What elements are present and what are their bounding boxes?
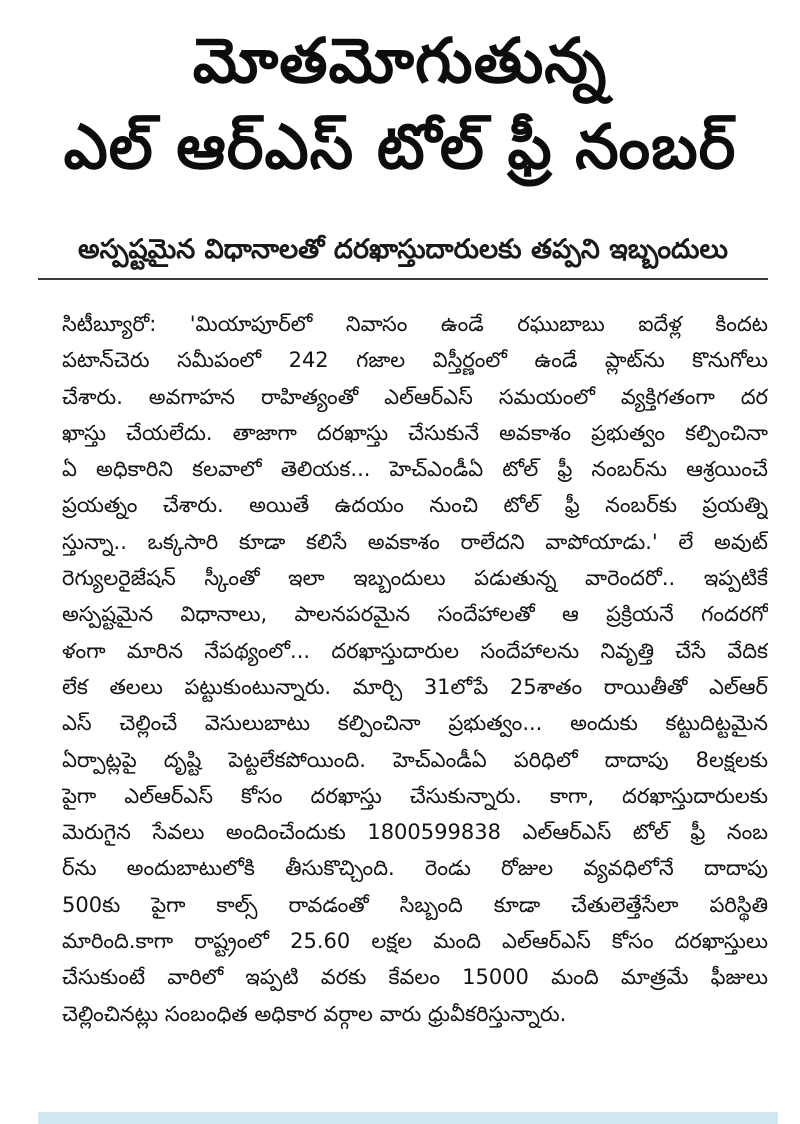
article-line: చేశారు. అవగాహన రాహిత్యంతో ఎల్ఆర్ఎస్ సమయంలో వ్యక్తిగతంగా దర <box>62 384 768 409</box>
headline-line-1: మోతమోగుతున్న <box>192 24 608 97</box>
article-line: ఖాస్తు చేయలేదు. తాజాగా దరఖాస్తు చేసుకునే అవకాశం ప్రభుత్వం కల్పించినా <box>62 420 768 445</box>
article-line: రెగ్యులరైజేషన్ స్కీంతో ఇలా ఇబ్బందులు పడుతున్న వారెందరో.. ఇప్పటికే <box>62 566 768 591</box>
headline <box>0 18 800 190</box>
article-line: ర్‌ను అందుబాటులోకి తీసుకొచ్చింది. రెండు రోజుల వ్యవధిలోనే దాదాపు <box>62 856 768 881</box>
article-line: ఏ అధికారిని కలవాలో తెలియక... హెచ్ఎండీఏ టోల్ ఫ్రీ నంబర్‌ను ఆశ్రయించే <box>62 457 768 482</box>
article-line: ఎస్ చెల్లించే వెసులుబాటు కల్పించినా ప్రభుత్వం... అందుకు కట్టుదిట్టమైన <box>62 711 768 736</box>
article-line: పటాన్‌చెరు సమీపంలో 242 గజాల విస్తీర్ణంలో ఉండే ప్లాట్‌ను కొనుగోలు <box>62 348 768 373</box>
article-line: చేసుకుంటే వారిలో ఇప్పటి వరకు కేవలం 15000 మంది మాత్రమే ఫీజులు <box>62 965 768 990</box>
article-line: సిటీబ్యూరో: 'మియాపూర్‌లో నివాసం ఉండే రఘుబాబు ఐదేళ్ల కిందట <box>62 312 768 336</box>
article-line: అస్పష్టమైన విధానాలు, పాలనపరమైన సందేహాలతో ఆ ప్రక్రియనే గందరగో <box>62 602 768 627</box>
article-line: స్తున్నా.. ఒక్కసారి కూడా కలిసే అవకాశం రాలేదని వాపోయాడు.' లే అవుట్ <box>62 529 768 554</box>
article-line: 500కు పైగా కాల్స్ రావడంతో సిబ్బంది కూడా చేతులెత్తేసేలా పరిస్థితి <box>62 892 768 917</box>
article-line: మారింది.కాగా రాష్ట్రంలో 25.60 లక్షల మంది ఎల్ఆర్ఎస్ కోసం దరఖాస్తులు <box>62 929 768 954</box>
article-line: ళంగా మారిన నేపథ్యంలో... దరఖాస్తుదారుల సందేహాలను నివృత్తి చేసే వేదిక <box>62 638 768 663</box>
article-line: మెరుగైన సేవలు అందించేందుకు 1800599838 ఎల్ఆర్ఎస్ టోల్ ఫ్రీ నంబ <box>62 820 768 845</box>
article-line: లేక తలలు పట్టుకుంటున్నారు. మార్చి 31లోపే 25శాతం రాయితీతో ఎల్ఆర్ <box>62 674 768 699</box>
headline-line-2: ఎల్ ఆర్ఎస్ టోల్ ఫ్రీ నంబర్ <box>63 110 737 183</box>
article-body <box>62 306 768 1032</box>
article-line: చెల్లించినట్లు సంబంధిత అధికార వర్గాల వారు ధ్రువీకరిస్తున్నారు. <box>62 1001 567 1026</box>
article-line: పైగా ఎల్ఆర్ఎస్ కోసం దరఖాస్తు చేసుకున్నారు. కాగా, దరఖాస్తుదారులకు <box>62 783 768 808</box>
subheadline: అస్పష్టమైన విధానాలతో దరఖాస్తుదారులకు తప్పని ఇబ్బందులు <box>38 230 768 280</box>
bottom-color-band <box>38 1112 778 1124</box>
article-line: ఏర్పాట్లపై దృష్టి పెట్టలేకపోయింది. హెచ్ఎండీఏ పరిధిలో దాదాపు 8లక్షలకు <box>62 747 768 772</box>
article-line: ప్రయత్నం చేశారు. అయితే ఉదయం నుంచి టోల్ ఫ్రీ నంబర్‌కు ప్రయత్ని <box>62 493 768 518</box>
